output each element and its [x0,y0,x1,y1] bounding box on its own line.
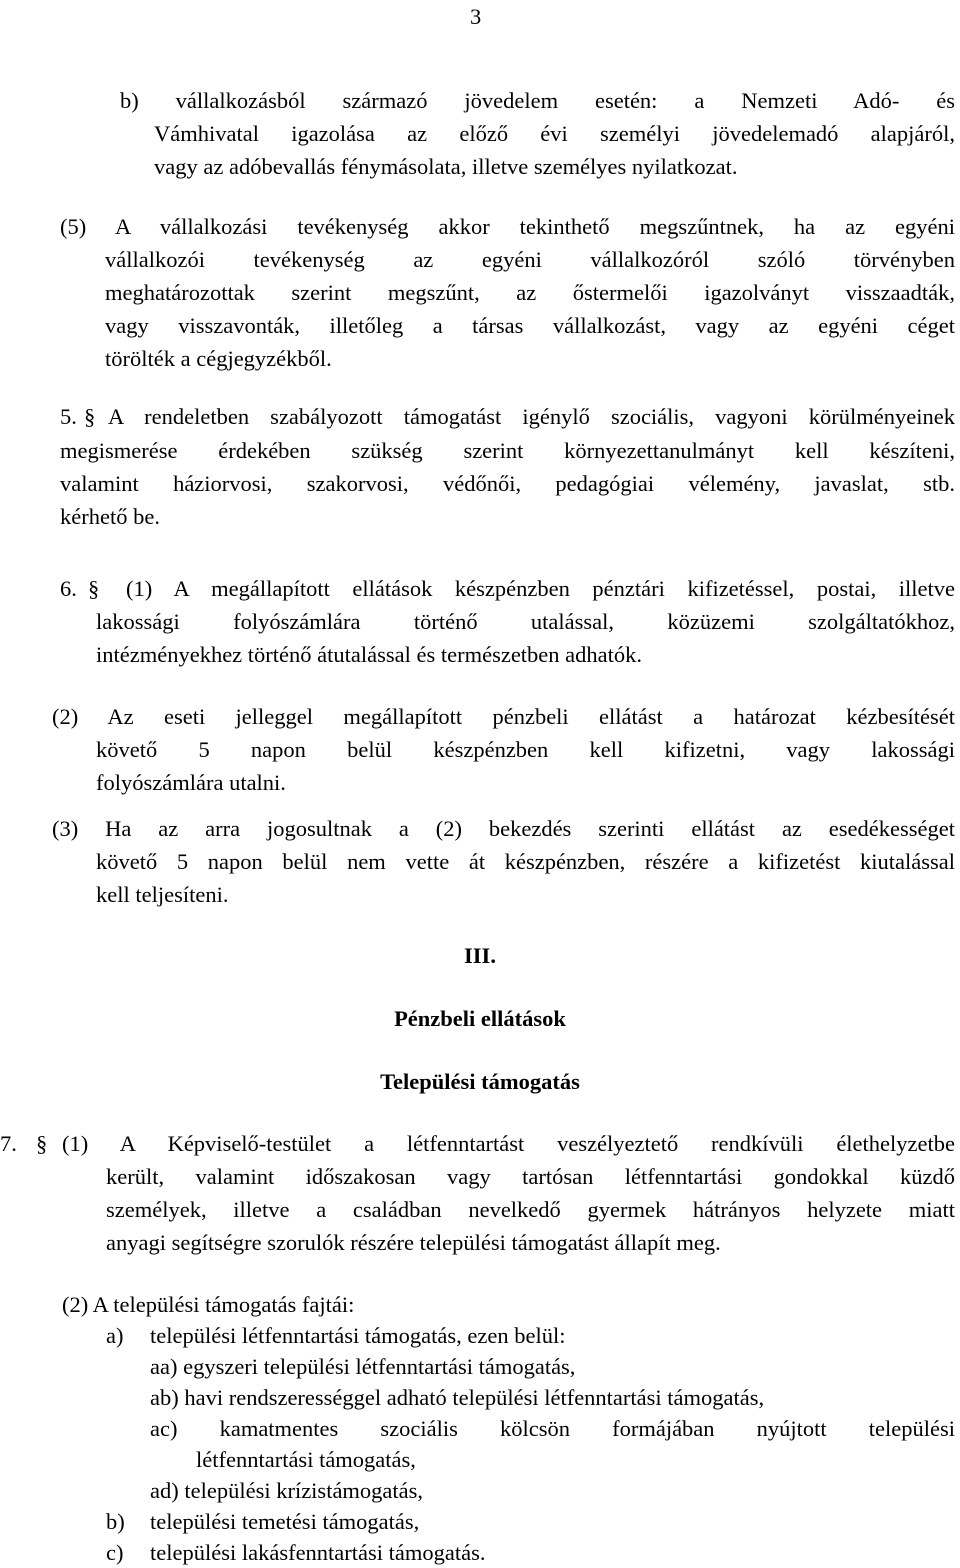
paragraph-line: vagy visszavonták, illetőleg a társas vállalkozást, vagy az egyéni céget [105,313,955,338]
paragraph-line: b) vállalkozásból származó jövedelem esetén: a Nemzeti Adó- és [120,88,955,113]
paragraph-line: vállalkozói tevékenység az egyéni vállalkozóról szóló törvényben [105,247,955,272]
list-label: a) [106,1323,124,1348]
list-item: ab) havi rendszerességgel adható települési létfenntartási támogatás, [150,1385,765,1410]
list-label: b) [106,1509,125,1534]
list-text: települési temetési támogatás, [150,1509,420,1534]
list-item: aa) egyszeri települési létfenntartási támogatás, [150,1354,576,1379]
heading-title: Pénzbeli ellátások [394,1006,566,1031]
section-symbol: § [84,404,96,429]
heading-roman: III. [464,943,496,968]
paragraph-line: lakossági folyószámlára történő utalással, közüzemi szolgáltatókhoz, [96,609,955,634]
section-number: 5. [60,404,77,429]
section-number: 6. [60,576,77,601]
paragraph-line: (3) Ha az arra jogosultnak a (2) bekezdés szerinti ellátást az esedékességet [52,816,955,841]
paragraph-line: személyek, illetve a családban nevelkedő gyermek hátrányos helyzete miatt [106,1197,955,1222]
paragraph-line: A rendeletben szabályozott támogatást igénylő szociális, vagyoni körülményeinek [108,404,955,429]
list-item: ad) települési krízistámogatás, [150,1478,424,1503]
paragraph-line: követő 5 napon belül készpénzben kell kifizetni, vagy lakossági [96,737,955,762]
paragraph-line: kell teljesíteni. [96,882,229,907]
paragraph-line: követő 5 napon belül nem vette át készpénzben, részére a kifizetést kiutalással [96,849,955,874]
section-symbol: § [36,1131,48,1156]
section-number: 7. [0,1131,17,1156]
paragraph-line: (5) A vállalkozási tevékenység akkor tekinthető megszűntnek, ha az egyéni [60,214,955,239]
paragraph-line: meghatározottak szerint megszűnt, az őstermelői igazolványt visszaadták, [105,280,955,305]
paragraph-line: (1) A Képviselő-testület a létfenntartást veszélyeztető rendkívüli élethelyzetbe [62,1131,955,1156]
paragraph-line: törölték a cégjegyzékből. [105,346,332,371]
section-symbol: § [88,576,100,601]
paragraph-line: folyószámlára utalni. [96,770,286,795]
paragraph-line: anyagi segítségre szorulók részére települési támogatást állapít meg. [106,1230,721,1255]
list-item: létfenntartási támogatás, [196,1447,416,1472]
list-item: ac) kamatmentes szociális kölcsön formájában nyújtott települési [150,1416,955,1441]
heading-subtitle: Települési támogatás [380,1069,580,1094]
paragraph-line: megismerése érdekében szükség szerint környezettanulmányt kell készíteni, [60,438,955,463]
paragraph-line: (2) A települési támogatás fajtái: [62,1292,355,1317]
paragraph-line: intézményekhez történő átutalással és természetben adhatók. [96,642,643,667]
paragraph-line: került, valamint időszakosan vagy tartósan létfenntartási gondokkal küzdő [106,1164,955,1189]
page-number: 3 [470,4,482,29]
list-text: települési létfenntartási támogatás, ezen belül: [150,1323,566,1348]
paragraph-line: (1) A megállapított ellátások készpénzben pénztári kifizetéssel, postai, illetve [126,576,955,601]
paragraph-line: valamint háziorvosi, szakorvosi, védőnői, pedagógiai vélemény, javaslat, stb. [60,471,955,496]
paragraph-line: vagy az adóbevallás fénymásolata, illetve személyes nyilatkozat. [154,154,738,179]
paragraph-line: (2) Az eseti jelleggel megállapított pénzbeli ellátást a határozat kézbesítését [52,704,955,729]
list-label: c) [106,1540,124,1565]
paragraph-line: Vámhivatal igazolása az előző évi személyi jövedelemadó alapjáról, [154,121,955,146]
paragraph-line: kérhető be. [60,504,160,529]
list-text: települési lakásfenntartási támogatás. [150,1540,486,1565]
